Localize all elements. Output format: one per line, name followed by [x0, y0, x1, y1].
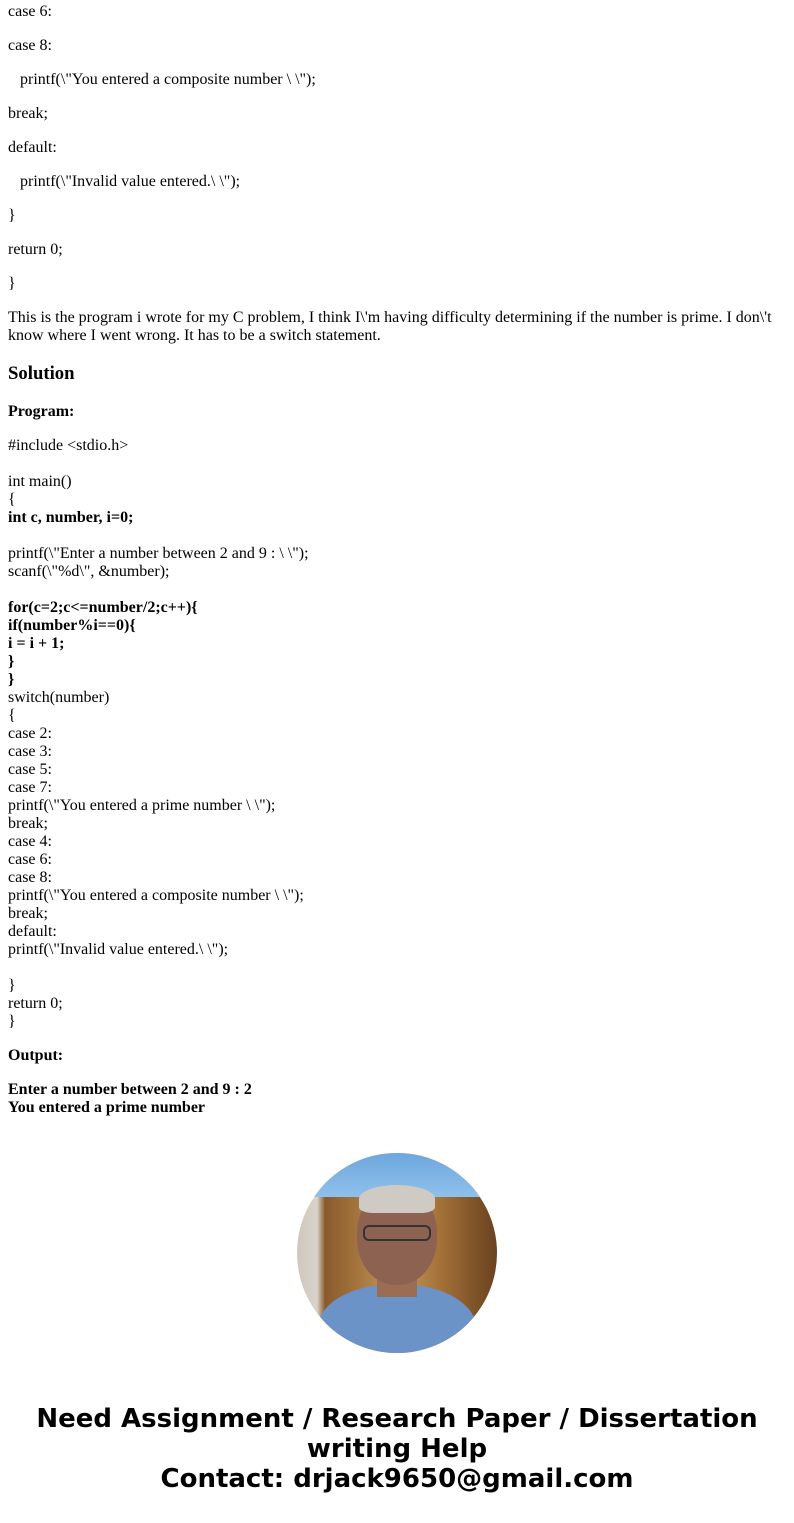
- footer-contact: Contact: drjack9650@gmail.com: [160, 1464, 634, 1494]
- question-code-line: printf(\"You entered a composite number \ \");: [20, 71, 316, 88]
- code-line: case 7:: [8, 779, 52, 796]
- program-label: Program:: [8, 403, 75, 420]
- output-label: Output:: [8, 1047, 64, 1064]
- program-output: [8, 1081, 786, 1117]
- code-line: printf(\"Invalid value entered.\ \");: [8, 941, 229, 958]
- author-photo: [297, 1153, 497, 1353]
- question-code: [8, 3, 786, 293]
- question-code-line: }: [8, 207, 16, 224]
- code-line: }: [8, 1013, 16, 1030]
- question-code-line: printf(\"Invalid value entered.\ \");: [20, 173, 241, 190]
- code-line: [8, 959, 786, 977]
- question-code-line: }: [8, 275, 16, 292]
- code-line: }: [8, 653, 15, 670]
- code-line: break;: [8, 815, 48, 832]
- code-line: for(c=2;c<=number/2;c++){: [8, 599, 198, 616]
- code-line: switch(number): [8, 689, 110, 706]
- question-code-line: break;: [8, 105, 48, 122]
- code-line: case 5:: [8, 761, 52, 778]
- code-line: case 2:: [8, 725, 52, 742]
- output-line: Enter a number between 2 and 9 : 2: [8, 1081, 252, 1098]
- code-line: if(number%i==0){: [8, 617, 136, 634]
- question-code-line: return 0;: [8, 241, 63, 258]
- code-line: case 6:: [8, 851, 52, 868]
- code-line: scanf(\"%d\", &number);: [8, 563, 170, 580]
- code-line: case 8:: [8, 869, 52, 886]
- code-line: printf(\"You entered a composite number \ \");: [8, 887, 304, 904]
- code-line: }: [8, 977, 16, 994]
- code-line: printf(\"You entered a prime number \ \");: [8, 797, 276, 814]
- code-line: printf(\"Enter a number between 2 and 9 : \ \");: [8, 545, 309, 562]
- footer-banner: [0, 1404, 794, 1494]
- code-line: int c, number, i=0;: [8, 509, 134, 526]
- code-line: case 3:: [8, 743, 52, 760]
- code-line: {: [8, 491, 16, 508]
- code-line: return 0;: [8, 995, 63, 1012]
- code-line: case 4:: [8, 833, 52, 850]
- question-description: This is the program i wrote for my C problem, I think I\'m having difficulty determining if the number is prime. I don\'t know where I went wrong. It has to be a switch statement.: [8, 309, 772, 344]
- question-code-line: default:: [8, 139, 57, 156]
- code-line: [8, 455, 786, 473]
- question-code-line: case 8:: [8, 37, 52, 54]
- code-line: [8, 581, 786, 599]
- code-line: }: [8, 671, 15, 688]
- code-line: i = i + 1;: [8, 635, 65, 652]
- code-line: int main(): [8, 473, 72, 490]
- code-line: #include <stdio.h>: [8, 437, 129, 454]
- output-line: You entered a prime number: [8, 1099, 206, 1116]
- footer-line-1: Need Assignment / Research Paper / Dissertation: [36, 1404, 758, 1434]
- page-content: [8, 0, 786, 1133]
- solution-code: [8, 437, 786, 1031]
- code-line: [8, 527, 786, 545]
- question-code-line: case 6:: [8, 3, 52, 20]
- code-line: break;: [8, 905, 48, 922]
- solution-heading: Solution: [8, 363, 75, 384]
- code-line: {: [8, 707, 16, 724]
- footer-line-2: writing Help: [306, 1434, 488, 1464]
- code-line: default:: [8, 923, 57, 940]
